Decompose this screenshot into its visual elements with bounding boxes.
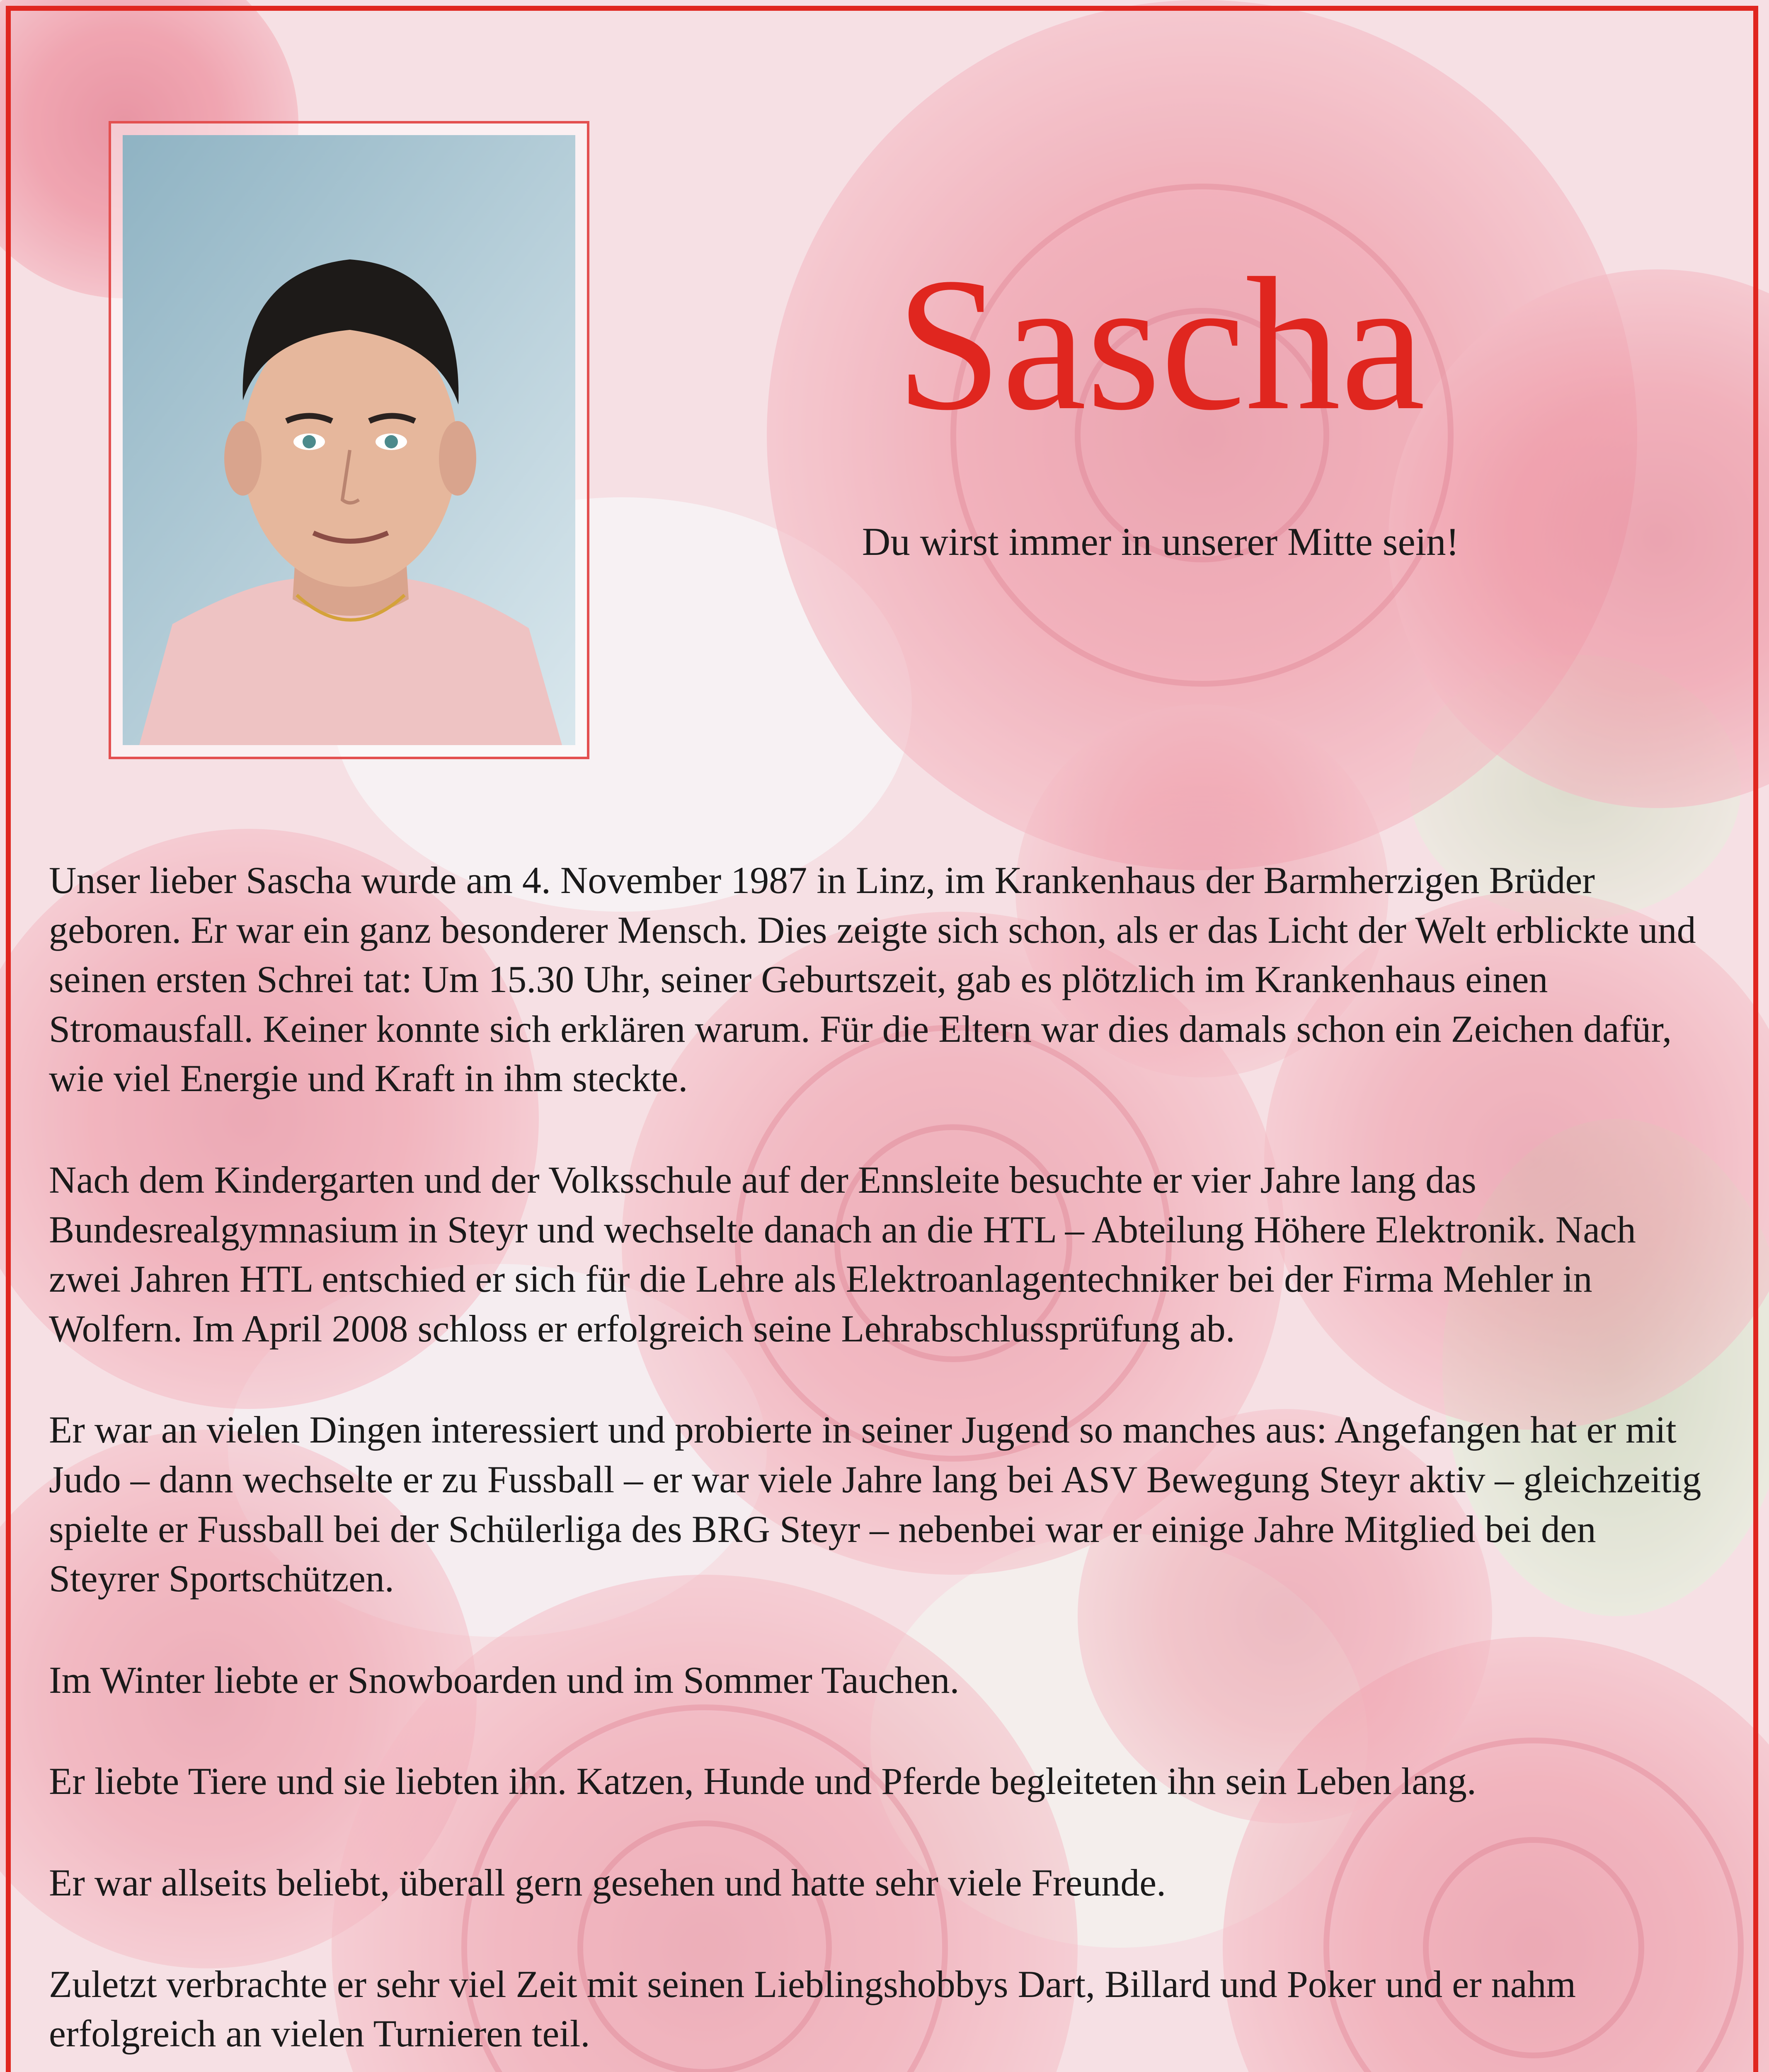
page-title: Sascha (896, 238, 1425, 450)
portrait-photo (123, 135, 575, 745)
paragraph: Er liebte Tiere und sie liebten ihn. Katzen, Hunde und Pferde begleiteten ihn sein Leben lang. (49, 1760, 1476, 1803)
paragraph: Nach dem Kindergarten und der Volksschule auf der Ennsleite besuchte er vier Jahre lang das Bundesrealgymnasium in Steyr und wechselte danach an die HTL – Abteilung Höhere Elektronik. Nach zwei Jahren HTL entschied er sich für die Lehre als Elektroanlagentechniker bei der Firma Mehler in Wolfern. Im April 2008 schloss er erfolgreich seine Lehrabschlussprüfung ab. (49, 1158, 1636, 1350)
paragraph: Unser lieber Sascha wurde am 4. November 1987 in Linz, im Krankenhaus der Barmherzigen Brüder geboren. Er war ein ganz besonderer Mensch. Dies zeigte sich schon, als er das Licht der Welt erblickte und seinen ersten Schrei tat: Um 15.30 Uhr, seiner Geburtszeit, gab es plötzlich im Krankenhaus einen Stromausfall. Keiner konnte sich erklären warum. Für die Eltern war dies damals schon ein Zeichen dafür, wie viel Energie und Kraft in ihm steckte. (49, 859, 1696, 1100)
subtitle: Du wirst immer in unserer Mitte sein! (862, 520, 1459, 564)
paragraph: Im Winter liebte er Snowboarden und im Sommer Tauchen. (49, 1658, 960, 1701)
paragraph: Er war an vielen Dingen interessiert und probierte in seiner Jugend so manches aus: Angefangen hat er mit Judo – dann wechselte er zu Fussball – er war viele Jahre lang bei ASV Bewegung Steyr aktiv – gleichzeitig spielte er Fussball bei der Schülerliga des BRG Steyr – nebenbei war er einige Jahre Mitglied bei den Steyrer Sportschützen. (49, 1409, 1701, 1600)
obituary-text (49, 856, 1715, 2072)
paragraph: Er war allseits beliebt, überall gern gesehen und hatte sehr viele Freunde. (49, 1861, 1166, 1904)
paragraph: Zuletzt verbrachte er sehr viel Zeit mit seinen Lieblingshobbys Dart, Billard und Poker und er nahm erfolgreich an vielen Turnieren teil. (49, 1963, 1576, 2055)
photo-frame (109, 121, 589, 759)
